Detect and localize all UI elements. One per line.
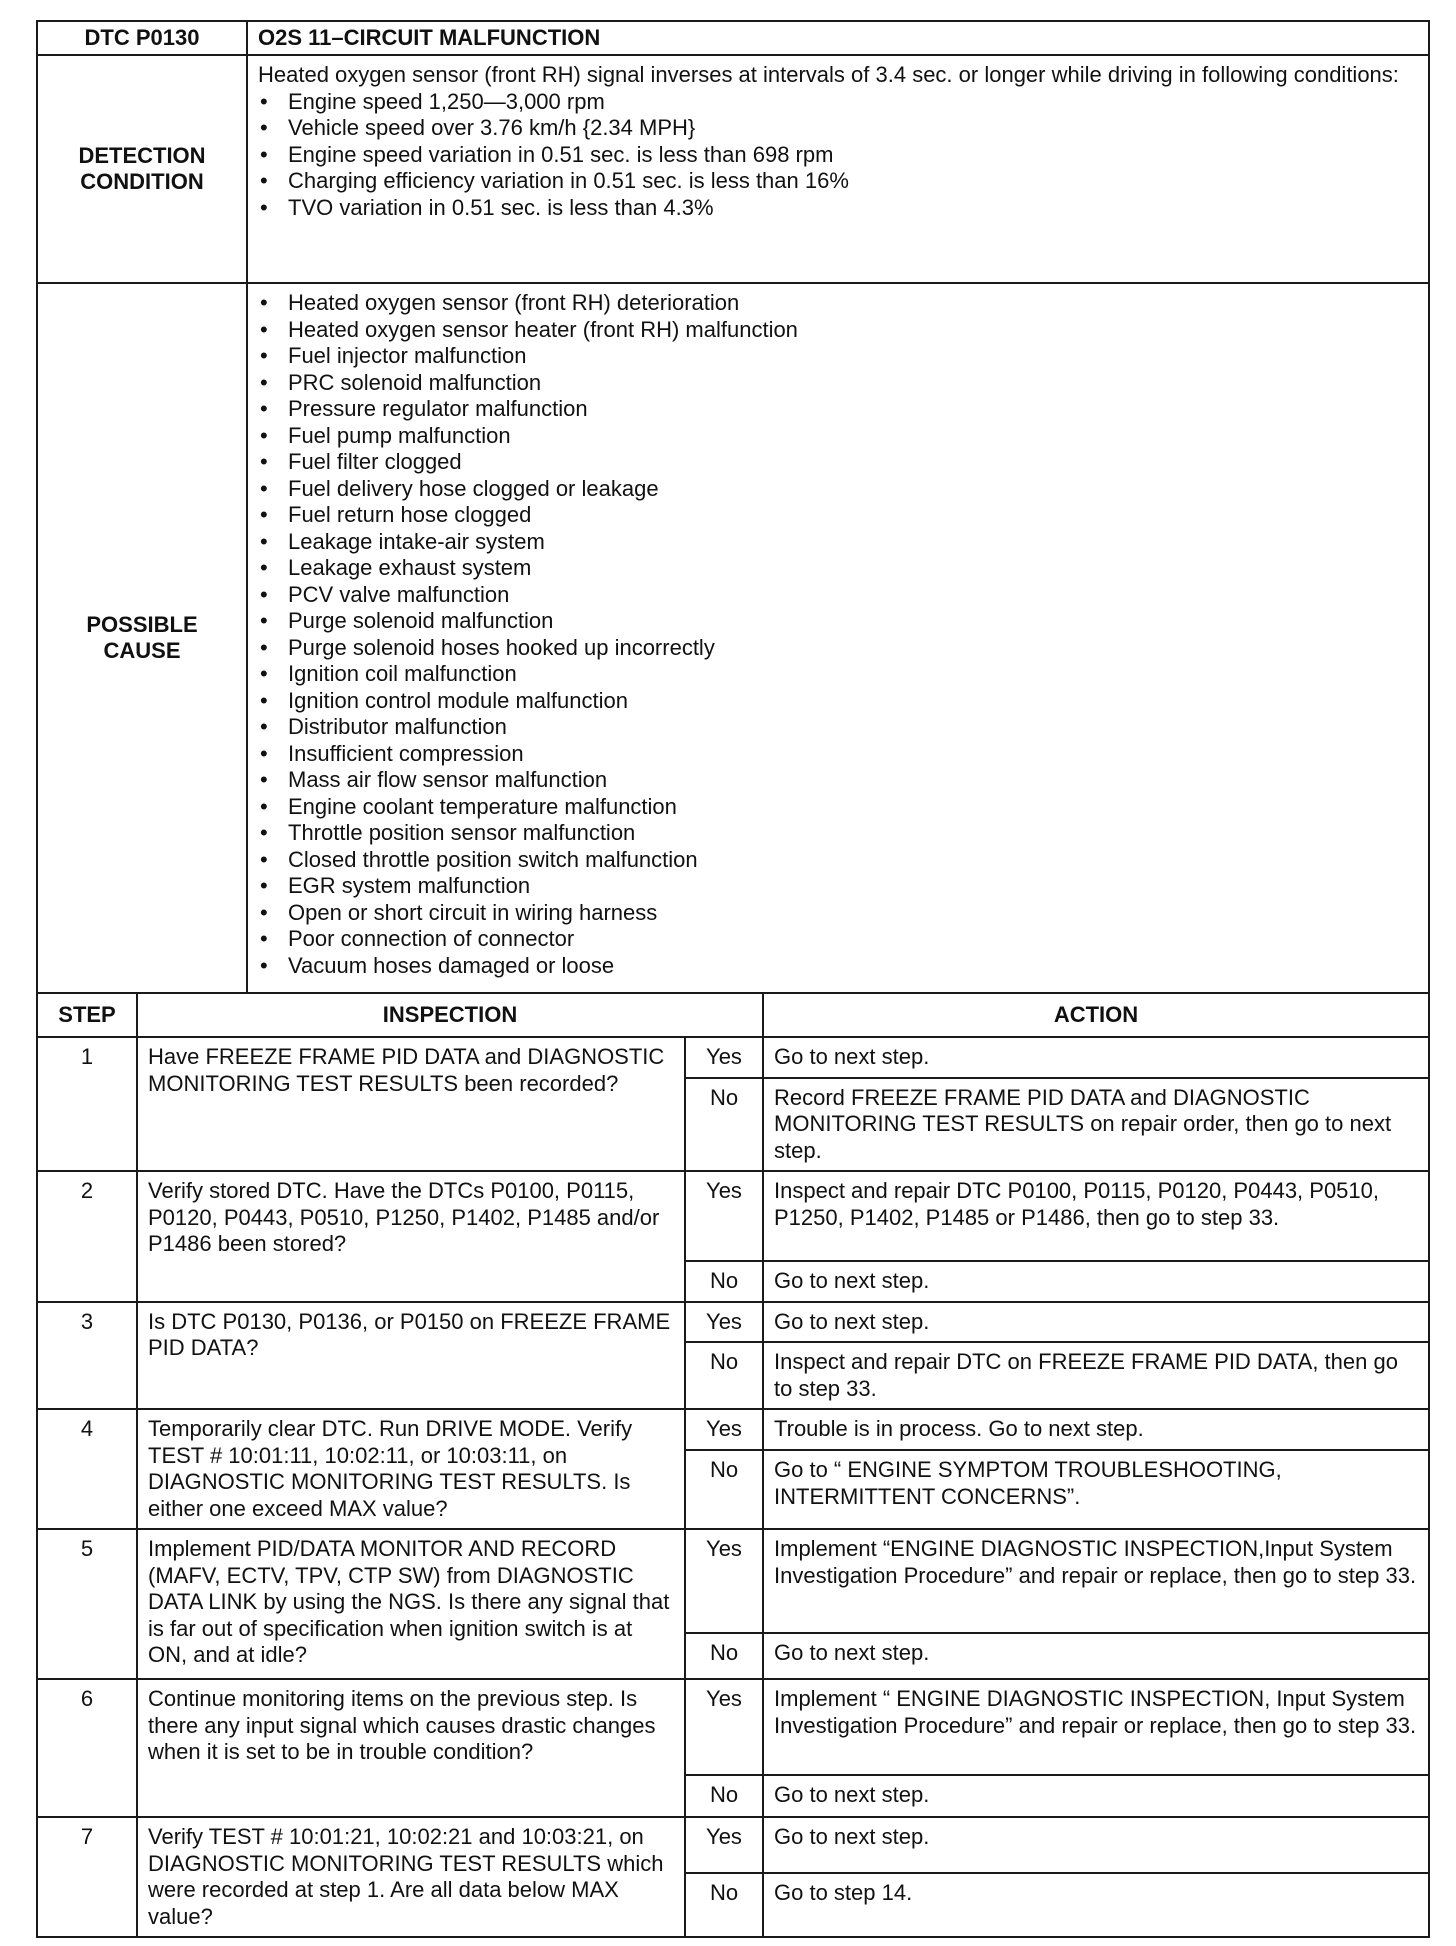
table-row <box>37 1679 1429 1775</box>
cause-item: • Fuel return hose clogged <box>258 502 1418 529</box>
dtc-info-table <box>36 20 1430 994</box>
cause-item: • PRC solenoid malfunction <box>258 370 1418 397</box>
action-column-header: ACTION <box>763 993 1429 1037</box>
no-action: Go to next step. <box>763 1633 1429 1679</box>
no-label: No <box>685 1633 763 1679</box>
cause-item: • Open or short circuit in wiring harness <box>258 900 1418 927</box>
cause-item: • Fuel injector malfunction <box>258 343 1418 370</box>
cause-item: • Distributor malfunction <box>258 714 1418 741</box>
table-row <box>37 1817 1429 1873</box>
yes-label: Yes <box>685 1679 763 1775</box>
no-action: Go to step 14. <box>763 1873 1429 1937</box>
yes-action: Inspect and repair DTC P0100, P0115, P0120, P0443, P0510, P1250, P1402, P1485 or P1486, then go to step 33. <box>763 1171 1429 1261</box>
dtc-code: DTC P0130 <box>37 21 247 55</box>
cause-item: • Ignition control module malfunction <box>258 688 1418 715</box>
detection-intro: Heated oxygen sensor (front RH) signal inverses at intervals of 3.4 sec. or longer while driving in following conditions: <box>258 62 1399 87</box>
cause-item: • Fuel filter clogged <box>258 449 1418 476</box>
yes-action: Implement “ENGINE DIAGNOSTIC INSPECTION,Input System Investigation Procedure” and repair or replace, then go to step 33. <box>763 1529 1429 1633</box>
cause-item: • Engine coolant temperature malfunction <box>258 794 1418 821</box>
no-action: Go to “ ENGINE SYMPTOM TROUBLESHOOTING, INTERMITTENT CONCERNS”. <box>763 1450 1429 1529</box>
detection-condition-item: • Engine speed variation in 0.51 sec. is less than 698 rpm <box>258 142 1418 169</box>
dtc-document <box>36 20 1428 1938</box>
no-action: Go to next step. <box>763 1775 1429 1817</box>
detection-condition-item: • TVO variation in 0.51 sec. is less than 4.3% <box>258 195 1418 222</box>
possible-cause-content <box>247 283 1429 993</box>
detection-label-line1: DETECTION <box>78 143 206 168</box>
cause-item: • EGR system malfunction <box>258 873 1418 900</box>
no-action: Go to next step. <box>763 1261 1429 1302</box>
steps-table <box>36 992 1430 1938</box>
no-label: No <box>685 1342 763 1409</box>
inspection-column-header: INSPECTION <box>137 993 763 1037</box>
cause-item: • Throttle position sensor malfunction <box>258 820 1418 847</box>
yes-label: Yes <box>685 1302 763 1343</box>
step-number: 3 <box>37 1302 137 1410</box>
steps-header-row <box>37 993 1429 1037</box>
table-row <box>37 1171 1429 1261</box>
yes-label: Yes <box>685 1037 763 1078</box>
step-inspection: Implement PID/DATA MONITOR AND RECORD (MAFV, ECTV, TPV, CTP SW) from DIAGNOSTIC DATA LINK by using the NGS. Is there any signal that is far out of specification when ignition switch is at ON, and at idle? <box>137 1529 685 1679</box>
yes-action: Implement “ ENGINE DIAGNOSTIC INSPECTION, Input System Investigation Procedure” and repair or replace, then go to step 33. <box>763 1679 1429 1775</box>
yes-label: Yes <box>685 1817 763 1873</box>
detection-condition-label <box>37 55 247 283</box>
table-row <box>37 1409 1429 1450</box>
table-row <box>37 1529 1429 1633</box>
cause-item: • Closed throttle position switch malfunction <box>258 847 1418 874</box>
step-column-header: STEP <box>37 993 137 1037</box>
table-row <box>37 1302 1429 1343</box>
no-action: Record FREEZE FRAME PID DATA and DIAGNOSTIC MONITORING TEST RESULTS on repair order, then go to next step. <box>763 1078 1429 1172</box>
no-action: Inspect and repair DTC on FREEZE FRAME PID DATA, then go to step 33. <box>763 1342 1429 1409</box>
step-number: 4 <box>37 1409 137 1529</box>
cause-item: • Mass air flow sensor malfunction <box>258 767 1418 794</box>
step-number: 5 <box>37 1529 137 1679</box>
cause-label-line2: CAUSE <box>103 638 181 663</box>
step-number: 7 <box>37 1817 137 1937</box>
cause-item: • Fuel pump malfunction <box>258 423 1418 450</box>
yes-action: Trouble is in process. Go to next step. <box>763 1409 1429 1450</box>
cause-item: • Leakage exhaust system <box>258 555 1418 582</box>
step-inspection: Temporarily clear DTC. Run DRIVE MODE. Verify TEST # 10:01:11, 10:02:11, or 10:03:11, on DIAGNOSTIC MONITORING TEST RESULTS. Is either one exceed MAX value? <box>137 1409 685 1529</box>
step-inspection: Have FREEZE FRAME PID DATA and DIAGNOSTIC MONITORING TEST RESULTS been recorded? <box>137 1037 685 1171</box>
detection-conditions-list <box>258 89 1418 222</box>
cause-item: • PCV valve malfunction <box>258 582 1418 609</box>
cause-item: • Poor connection of connector <box>258 926 1418 953</box>
detection-condition-item: • Engine speed 1,250—3,000 rpm <box>258 89 1418 116</box>
step-inspection: Verify TEST # 10:01:21, 10:02:21 and 10:03:21, on DIAGNOSTIC MONITORING TEST RESULTS which were recorded at step 1. Are all data below MAX value? <box>137 1817 685 1937</box>
possible-cause-list <box>258 290 1418 979</box>
step-number: 1 <box>37 1037 137 1171</box>
yes-action: Go to next step. <box>763 1037 1429 1078</box>
cause-item: • Vacuum hoses damaged or loose <box>258 953 1418 980</box>
cause-item: • Ignition coil malfunction <box>258 661 1418 688</box>
cause-item: • Leakage intake-air system <box>258 529 1418 556</box>
step-number: 2 <box>37 1171 137 1302</box>
cause-item: • Purge solenoid hoses hooked up incorrectly <box>258 635 1418 662</box>
detection-condition-item: • Vehicle speed over 3.76 km/h {2.34 MPH} <box>258 115 1418 142</box>
cause-item: • Insufficient compression <box>258 741 1418 768</box>
step-inspection: Continue monitoring items on the previous step. Is there any input signal which causes drastic changes when it is set to be in trouble condition? <box>137 1679 685 1817</box>
table-row <box>37 1037 1429 1078</box>
cause-label-line1: POSSIBLE <box>86 612 198 637</box>
cause-item: • Purge solenoid malfunction <box>258 608 1418 635</box>
cause-item: • Heated oxygen sensor heater (front RH) malfunction <box>258 317 1418 344</box>
dtc-title: O2S 11–CIRCUIT MALFUNCTION <box>247 21 1429 55</box>
yes-action: Go to next step. <box>763 1302 1429 1343</box>
yes-label: Yes <box>685 1409 763 1450</box>
cause-item: • Pressure regulator malfunction <box>258 396 1418 423</box>
detection-label-line2: CONDITION <box>80 169 204 194</box>
no-label: No <box>685 1450 763 1529</box>
no-label: No <box>685 1775 763 1817</box>
yes-label: Yes <box>685 1171 763 1261</box>
no-label: No <box>685 1261 763 1302</box>
cause-item: • Fuel delivery hose clogged or leakage <box>258 476 1418 503</box>
cause-item: • Heated oxygen sensor (front RH) deterioration <box>258 290 1418 317</box>
no-label: No <box>685 1078 763 1172</box>
yes-action: Go to next step. <box>763 1817 1429 1873</box>
step-inspection: Verify stored DTC. Have the DTCs P0100, P0115, P0120, P0443, P0510, P1250, P1402, P1485 and/or P1486 been stored? <box>137 1171 685 1302</box>
possible-cause-label <box>37 283 247 993</box>
detection-condition-content <box>247 55 1429 283</box>
detection-condition-item: • Charging efficiency variation in 0.51 sec. is less than 16% <box>258 168 1418 195</box>
no-label: No <box>685 1873 763 1937</box>
step-number: 6 <box>37 1679 137 1817</box>
step-inspection: Is DTC P0130, P0136, or P0150 on FREEZE FRAME PID DATA? <box>137 1302 685 1410</box>
yes-label: Yes <box>685 1529 763 1633</box>
